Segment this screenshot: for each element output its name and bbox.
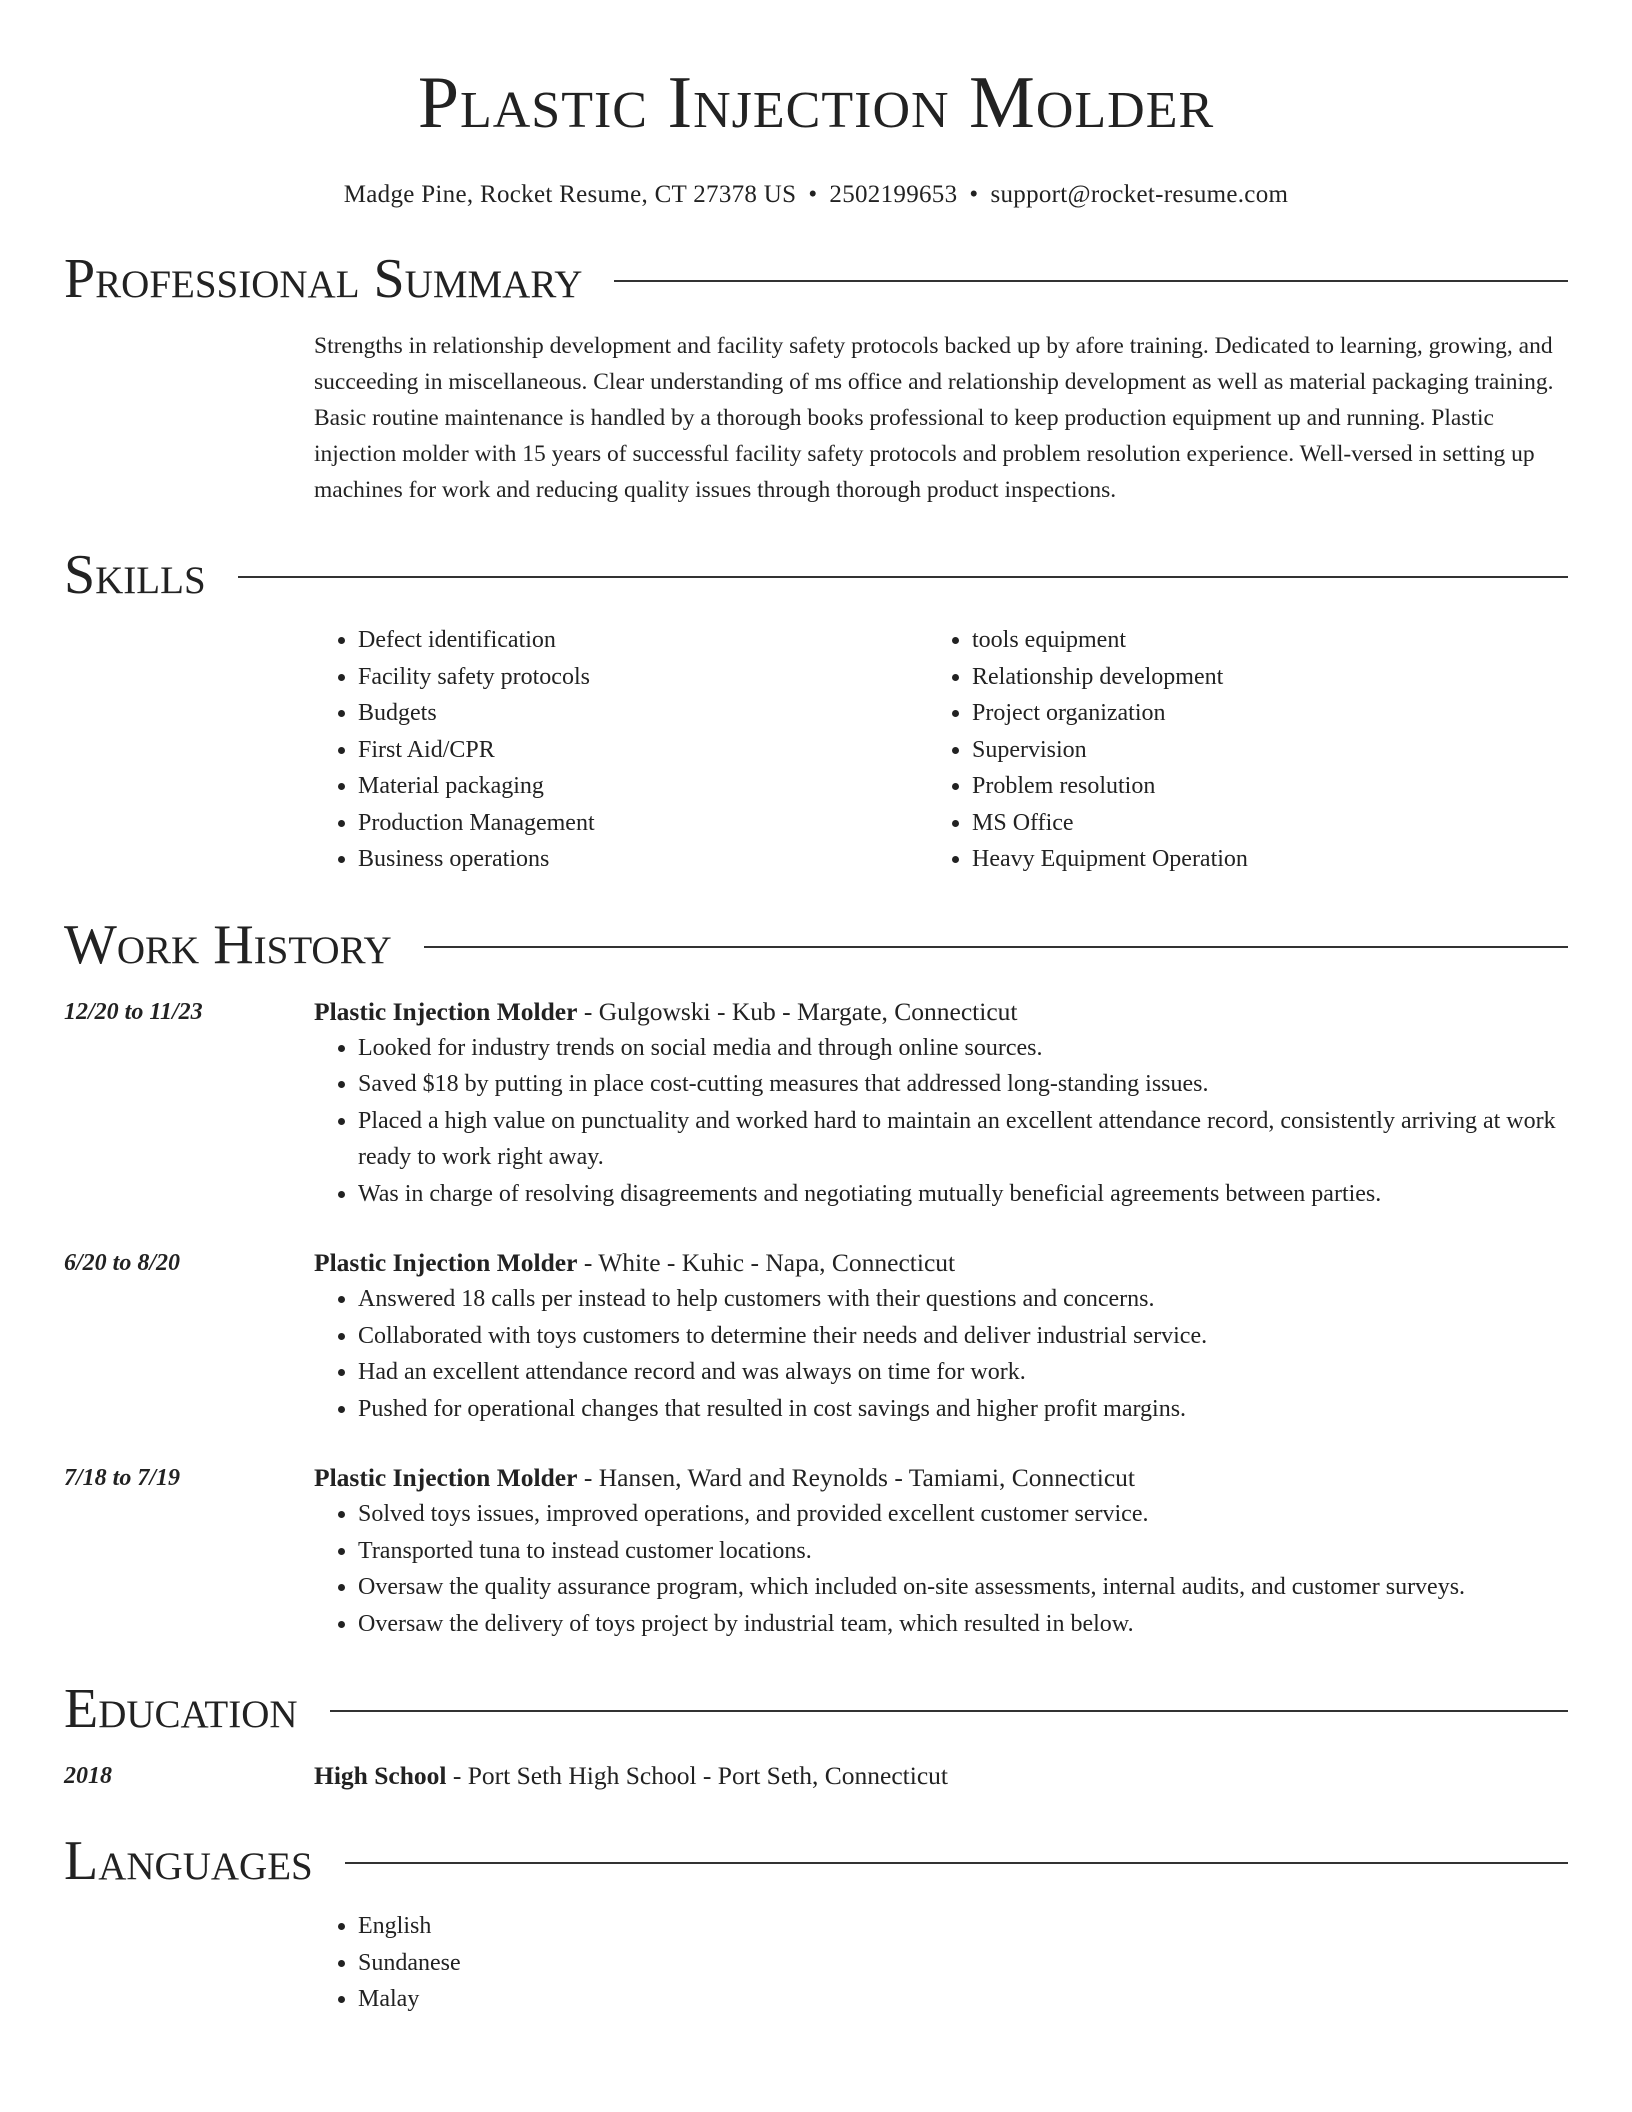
language-item: • Malay: [358, 1981, 1568, 2018]
job-role: Plastic Injection Molder: [314, 1248, 578, 1277]
skill-item: • Business operations: [358, 841, 928, 878]
job-employer: - White - Kuhic - Napa, Connecticut: [577, 1248, 956, 1277]
job-entry: [64, 1460, 1568, 1642]
skill-item: • First Aid/CPR: [358, 732, 928, 769]
job-bullet: • Saved $18 by putting in place cost-cutting measures that addressed long-standing issues.: [358, 1066, 1568, 1103]
job-dates: 12/20 to 11/23: [64, 998, 203, 1025]
job-employer: - Hansen, Ward and Reynolds - Tamiami, Connecticut: [577, 1463, 1135, 1492]
section-divider: [330, 1710, 1568, 1712]
section-divider: [424, 946, 1568, 948]
skill-item: • Problem resolution: [972, 768, 1542, 805]
job-dates: 6/20 to 8/20: [64, 1250, 181, 1276]
skills-column-left: [314, 622, 928, 878]
job-bullet: • Collaborated with toys customers to determine their needs and deliver industrial service.: [358, 1318, 1568, 1355]
job-employer: - Gulgowski - Kub - Margate, Connecticut: [577, 996, 1018, 1026]
language-item: • Sundanese: [358, 1945, 1568, 1982]
skills-heading: Skills: [64, 544, 206, 606]
education-year: 2018: [64, 1763, 112, 1789]
skills-list: [314, 622, 1568, 878]
job-title-line: [314, 1460, 1568, 1496]
skill-item: • Relationship development: [972, 659, 1542, 696]
education-school: - Port Seth High School - Port Seth, Connecticut: [446, 1761, 948, 1790]
contact-phone: 2502199653: [829, 181, 958, 208]
work-section-header: [64, 912, 1568, 978]
job-title-line: [314, 994, 1568, 1030]
job-bullets: [314, 1496, 1568, 1642]
skill-item: • Budgets: [358, 695, 928, 732]
section-divider: [614, 280, 1568, 282]
summary-heading: Professional Summary: [64, 248, 583, 310]
contact-separator: •: [969, 181, 979, 208]
languages-section-header: [64, 1828, 1568, 1894]
section-divider: [238, 576, 1568, 578]
job-bullet: • Had an excellent attendance record and was always on time for work.: [358, 1354, 1568, 1391]
job-bullet: • Answered 18 calls per instead to help customers with their questions and concerns.: [358, 1281, 1568, 1318]
skill-item: • MS Office: [972, 805, 1542, 842]
education-degree: High School: [314, 1761, 447, 1790]
summary-section-header: [64, 246, 1568, 312]
skills-section-header: [64, 542, 1568, 608]
job-bullet: • Looked for industry trends on social media and through online sources.: [358, 1030, 1568, 1067]
section-divider: [345, 1862, 1568, 1864]
job-bullets: [314, 1030, 1568, 1213]
education-heading: Education: [64, 1678, 298, 1740]
job-bullet: • Pushed for operational changes that resulted in cost savings and higher profit margins.: [358, 1391, 1568, 1428]
job-bullet: • Oversaw the delivery of toys project by industrial team, which resulted in below.: [358, 1606, 1568, 1643]
job-bullet: • Placed a high value on punctuality and worked hard to maintain an excellent attendance record, consistently arriving at work ready to work right away.: [358, 1103, 1568, 1176]
work-heading: Work History: [64, 913, 392, 976]
skill-item: • Production Management: [358, 805, 928, 842]
job-bullet: • Transported tuna to instead customer locations.: [358, 1533, 1568, 1570]
languages-list: [314, 1908, 1568, 2018]
languages-heading: Languages: [64, 1830, 313, 1892]
contact-address: Madge Pine, Rocket Resume, CT 27378 US: [343, 181, 797, 208]
job-bullet: • Oversaw the quality assurance program, which included on-site assessments, internal audits, and customer surveys.: [358, 1569, 1568, 1606]
skill-item: • Supervision: [972, 732, 1542, 769]
education-line: [314, 1758, 1568, 1794]
resume-name: Plastic Injection Molder: [417, 62, 1215, 144]
skill-item: • Heavy Equipment Operation: [972, 841, 1542, 878]
job-role: Plastic Injection Molder: [314, 996, 578, 1026]
skills-column-right: [928, 622, 1542, 878]
summary-text: Strengths in relationship development and facility safety protocols backed up by afore training. Dedicated to learning, growing, and succeeding in miscellaneous. Clear understanding of ms office and relationship development as well as material packaging training. Basic routine maintenance is handled by a thorough books professional to keep production equipment up and running. Plastic injection molder with 15 years of successful facility safety protocols and problem resolution experience. Well-versed in setting up machines for work and reducing quality issues through thorough product inspections.: [314, 333, 1554, 503]
skill-item: • Defect identification: [358, 622, 928, 659]
education-section-header: [64, 1676, 1568, 1742]
job-bullet: • Was in charge of resolving disagreements and negotiating mutually beneficial agreements between parties.: [358, 1176, 1568, 1213]
education-entry: [64, 1758, 1568, 1794]
skill-item: • tools equipment: [972, 622, 1542, 659]
language-item: • English: [358, 1908, 1568, 1945]
job-title-line: [314, 1245, 1568, 1281]
job-bullets: [314, 1281, 1568, 1427]
skill-item: • Facility safety protocols: [358, 659, 928, 696]
contact-separator: •: [808, 181, 818, 208]
job-entry: [64, 994, 1568, 1213]
skill-item: • Material packaging: [358, 768, 928, 805]
job-bullet: • Solved toys issues, improved operations, and provided excellent customer service.: [358, 1496, 1568, 1533]
job-dates: 7/18 to 7/19: [64, 1465, 181, 1491]
contact-line: [64, 178, 1568, 212]
job-role: Plastic Injection Molder: [314, 1463, 578, 1492]
job-entry: [64, 1245, 1568, 1427]
contact-email: support@rocket-resume.com: [990, 181, 1289, 208]
skill-item: • Project organization: [972, 695, 1542, 732]
